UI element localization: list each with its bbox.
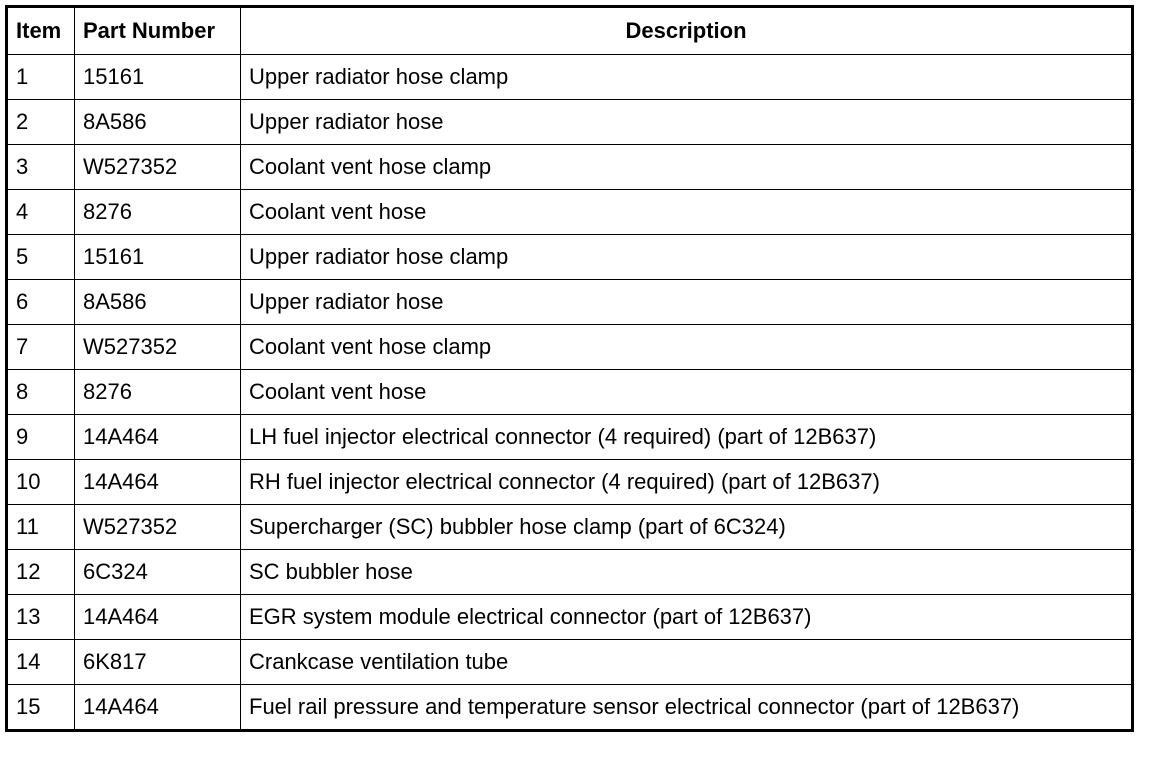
cell-part-number: 6C324 [75, 550, 241, 595]
cell-part-number: 8A586 [75, 100, 241, 145]
cell-item: 13 [7, 595, 75, 640]
cell-item: 2 [7, 100, 75, 145]
cell-part-number: 14A464 [75, 415, 241, 460]
cell-item: 1 [7, 55, 75, 100]
header-description: Description [241, 7, 1133, 55]
cell-part-number: 14A464 [75, 460, 241, 505]
cell-description: Upper radiator hose [241, 100, 1133, 145]
table-row [7, 370, 1133, 415]
table-row [7, 100, 1133, 145]
table-row [7, 415, 1133, 460]
cell-description: SC bubbler hose [241, 550, 1133, 595]
table-header-row [7, 7, 1133, 55]
cell-description: Upper radiator hose clamp [241, 235, 1133, 280]
parts-table [5, 5, 1134, 732]
cell-description: RH fuel injector electrical connector (4 required) (part of 12B637) [241, 460, 1133, 505]
table-row [7, 145, 1133, 190]
table-row [7, 235, 1133, 280]
cell-item: 6 [7, 280, 75, 325]
table-row [7, 280, 1133, 325]
cell-part-number: 15161 [75, 235, 241, 280]
cell-description: Crankcase ventilation tube [241, 640, 1133, 685]
cell-item: 11 [7, 505, 75, 550]
table-row [7, 595, 1133, 640]
cell-part-number: W527352 [75, 505, 241, 550]
table-row [7, 505, 1133, 550]
cell-description: Fuel rail pressure and temperature sensor electrical connector (part of 12B637) [241, 685, 1133, 731]
table-row [7, 55, 1133, 100]
cell-description: EGR system module electrical connector (part of 12B637) [241, 595, 1133, 640]
cell-part-number: W527352 [75, 145, 241, 190]
cell-item: 4 [7, 190, 75, 235]
cell-description: Supercharger (SC) bubbler hose clamp (part of 6C324) [241, 505, 1133, 550]
cell-part-number: 8276 [75, 370, 241, 415]
cell-item: 7 [7, 325, 75, 370]
table-row [7, 685, 1133, 731]
cell-item: 12 [7, 550, 75, 595]
cell-part-number: W527352 [75, 325, 241, 370]
header-item: Item [7, 7, 75, 55]
parts-table-container [5, 5, 1134, 732]
cell-part-number: 8276 [75, 190, 241, 235]
cell-item: 15 [7, 685, 75, 731]
cell-item: 5 [7, 235, 75, 280]
table-row [7, 325, 1133, 370]
cell-description: Upper radiator hose clamp [241, 55, 1133, 100]
cell-item: 10 [7, 460, 75, 505]
cell-description: Coolant vent hose clamp [241, 145, 1133, 190]
table-row [7, 190, 1133, 235]
table-row [7, 550, 1133, 595]
cell-part-number: 14A464 [75, 595, 241, 640]
cell-description: LH fuel injector electrical connector (4 required) (part of 12B637) [241, 415, 1133, 460]
table-row [7, 640, 1133, 685]
cell-item: 14 [7, 640, 75, 685]
cell-description: Upper radiator hose [241, 280, 1133, 325]
table-row [7, 460, 1133, 505]
header-part-number: Part Number [75, 7, 241, 55]
cell-part-number: 6K817 [75, 640, 241, 685]
cell-part-number: 8A586 [75, 280, 241, 325]
cell-item: 3 [7, 145, 75, 190]
cell-part-number: 15161 [75, 55, 241, 100]
cell-item: 9 [7, 415, 75, 460]
cell-part-number: 14A464 [75, 685, 241, 731]
cell-description: Coolant vent hose clamp [241, 325, 1133, 370]
cell-item: 8 [7, 370, 75, 415]
cell-description: Coolant vent hose [241, 190, 1133, 235]
cell-description: Coolant vent hose [241, 370, 1133, 415]
